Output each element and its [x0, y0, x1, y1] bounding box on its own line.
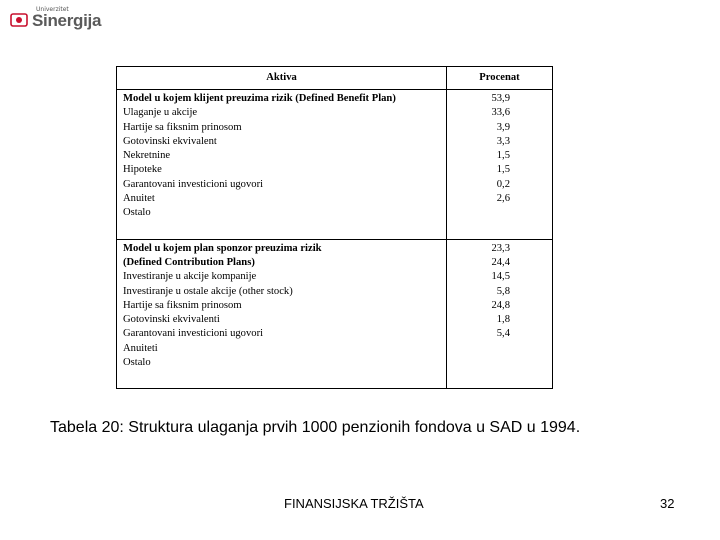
section-1-label: Nekretnine — [123, 150, 171, 162]
header-procenat: Procenat — [447, 67, 553, 90]
logo-main-text: Sinergija — [32, 11, 102, 30]
page-number: 32 — [660, 496, 675, 511]
section-1-title: Model u kojem klijent preuzima rizik (Defined Benefit Plan) — [123, 93, 396, 104]
section-2-title: Model u kojem plan sponzor preuzima rizik — [123, 242, 322, 254]
section-1-value: 2,6 — [496, 193, 510, 205]
section-2-value: 24,8 — [491, 299, 510, 311]
section-1-value: 0,2 — [496, 178, 510, 190]
sinergija-logo-icon — [10, 12, 28, 28]
section-2-subtitle: (Defined Contribution Plans) — [123, 256, 255, 268]
section-1-value: 1,5 — [496, 164, 510, 176]
section-2-label: Gotovinski ekvivalenti — [123, 314, 220, 326]
section-2-label: Garantovani investicioni ugovori — [123, 328, 264, 340]
table-row — [117, 239, 553, 389]
section-1-label: Ostalo — [123, 207, 151, 219]
section-1-value: 3,9 — [496, 121, 510, 133]
university-logo — [6, 6, 102, 32]
section-1-label: Hartije sa fiksnim prinosom — [123, 121, 242, 133]
section-2-value: 14,5 — [491, 271, 510, 283]
section-1-label: Gotovinski ekvivalent — [123, 135, 217, 147]
section-2-value: 5,4 — [496, 328, 510, 340]
section-2-value: 23,3 — [491, 242, 510, 254]
section-2-value: 1,8 — [496, 314, 510, 326]
table-caption: Tabela 20: Struktura ulaganja prvih 1000 penzionih fondova u SAD u 1994. — [50, 419, 581, 436]
section-2-label: Anuiteti — [123, 342, 158, 354]
logo-small-text: Univerzitet — [36, 6, 69, 13]
section-2-label: Hartije sa fiksnim prinosom — [123, 299, 242, 311]
section-1-value: 53,9 — [491, 93, 510, 104]
section-1-values — [447, 90, 553, 240]
footer-title: FINANSIJSKA TRŽIŠTA — [284, 496, 424, 511]
section-2-label: Ostalo — [123, 357, 151, 369]
header-aktiva: Aktiva — [117, 67, 447, 90]
section-2-value: 24,4 — [491, 256, 510, 268]
section-1-label: Ulaganje u akcije — [123, 107, 198, 119]
section-2-values — [447, 239, 553, 389]
section-1-labels — [117, 90, 447, 240]
section-1-label: Anuitet — [123, 193, 155, 205]
section-1-label: Hipoteke — [123, 164, 162, 176]
section-1-value: 1,5 — [496, 150, 510, 162]
table-header-row — [117, 67, 553, 90]
section-1-label: Garantovani investicioni ugovori — [123, 178, 264, 190]
section-2-label: Investiranje u ostale akcije (other stock) — [123, 285, 293, 297]
section-1-value: 33,6 — [491, 107, 510, 119]
section-1-value: 3,3 — [496, 135, 510, 147]
table-row — [117, 90, 553, 240]
section-2-labels — [117, 239, 447, 389]
section-2-label: Investiranje u akcije kompanije — [123, 271, 257, 283]
section-2-value: 5,8 — [496, 285, 510, 297]
investment-structure-table — [116, 66, 553, 389]
